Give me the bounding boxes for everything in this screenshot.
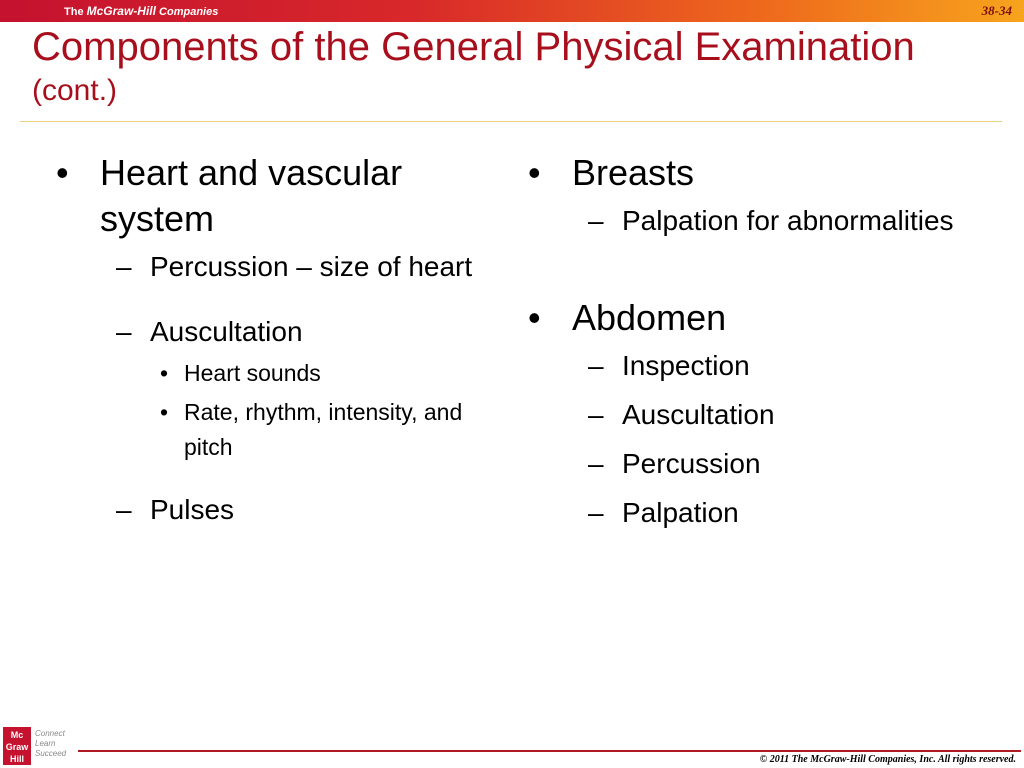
bullet-marker: • bbox=[56, 152, 69, 193]
sub-bullet-text: Percussion – size of heart bbox=[150, 251, 473, 282]
dash-marker: – bbox=[588, 399, 604, 430]
dash-marker: – bbox=[588, 497, 604, 528]
slide-title-suffix: (cont.) bbox=[32, 74, 118, 107]
sub-bullet-palpation bbox=[588, 492, 988, 533]
slide-number: 38-34 bbox=[981, 3, 1012, 18]
sub-bullet-text: Palpation for abnormalities bbox=[622, 205, 954, 236]
sub-bullet-text: Percussion bbox=[622, 448, 761, 479]
dash-marker: – bbox=[116, 494, 132, 525]
brand-the: The bbox=[64, 6, 84, 18]
sub-bullet-text: Palpation bbox=[622, 497, 739, 528]
sub-bullet-percussion-abdomen bbox=[588, 443, 988, 484]
bullet-marker: • bbox=[528, 297, 541, 338]
mcgraw-hill-logo: Mc Graw Hill bbox=[3, 727, 31, 765]
dash-marker: – bbox=[588, 350, 604, 381]
bullet-heart-vascular bbox=[56, 150, 496, 242]
slide-title bbox=[32, 27, 992, 111]
brand-companies: Companies bbox=[159, 6, 219, 18]
dash-marker: – bbox=[588, 205, 604, 236]
sub-bullet-text: Pulses bbox=[150, 494, 235, 525]
sub-bullet-palpation-abnormalities bbox=[588, 200, 988, 241]
copyright-notice: © 2011 The McGraw-Hill Companies, Inc. All rights reserved. bbox=[759, 754, 1016, 765]
sub-bullet-percussion bbox=[116, 246, 496, 287]
logo-tagline: Connect Learn Succeed bbox=[35, 729, 67, 758]
dash-marker: – bbox=[116, 251, 132, 282]
small-bullet-marker: • bbox=[160, 399, 169, 425]
sub-sub-bullet-heart-sounds bbox=[160, 356, 496, 391]
header-bar bbox=[0, 0, 1024, 22]
left-column bbox=[56, 150, 496, 530]
bullet-breasts bbox=[528, 150, 988, 196]
right-column bbox=[528, 150, 988, 533]
sub-bullet-text: Auscultation bbox=[622, 399, 775, 430]
brand-name: McGraw-Hill bbox=[86, 4, 156, 18]
small-bullet-marker: • bbox=[160, 360, 169, 386]
sub-bullet-inspection bbox=[588, 345, 988, 386]
dash-marker: – bbox=[116, 316, 132, 347]
footer-divider bbox=[78, 750, 1021, 752]
sub-bullet-pulses bbox=[116, 489, 496, 530]
bullet-abdomen bbox=[528, 295, 988, 341]
sub-bullet-auscultation bbox=[116, 311, 496, 352]
sub-bullet-text: Inspection bbox=[622, 350, 750, 381]
sub-bullet-text: Auscultation bbox=[150, 316, 303, 347]
bullet-text: Heart and vascular system bbox=[100, 152, 403, 239]
slide-title-main: Components of the General Physical Examination bbox=[32, 25, 915, 69]
publisher-brand bbox=[64, 3, 218, 20]
title-divider bbox=[20, 121, 1002, 122]
dash-marker: – bbox=[588, 448, 604, 479]
sub-sub-bullet-rate-rhythm bbox=[160, 395, 496, 465]
sub-sub-bullet-text: Rate, rhythm, intensity, and pitch bbox=[184, 399, 463, 460]
bullet-text: Breasts bbox=[572, 152, 695, 193]
bullet-marker: • bbox=[528, 152, 541, 193]
sub-sub-bullet-text: Heart sounds bbox=[184, 360, 321, 386]
sub-bullet-auscultation-abdomen bbox=[588, 394, 988, 435]
bullet-text: Abdomen bbox=[572, 297, 727, 338]
